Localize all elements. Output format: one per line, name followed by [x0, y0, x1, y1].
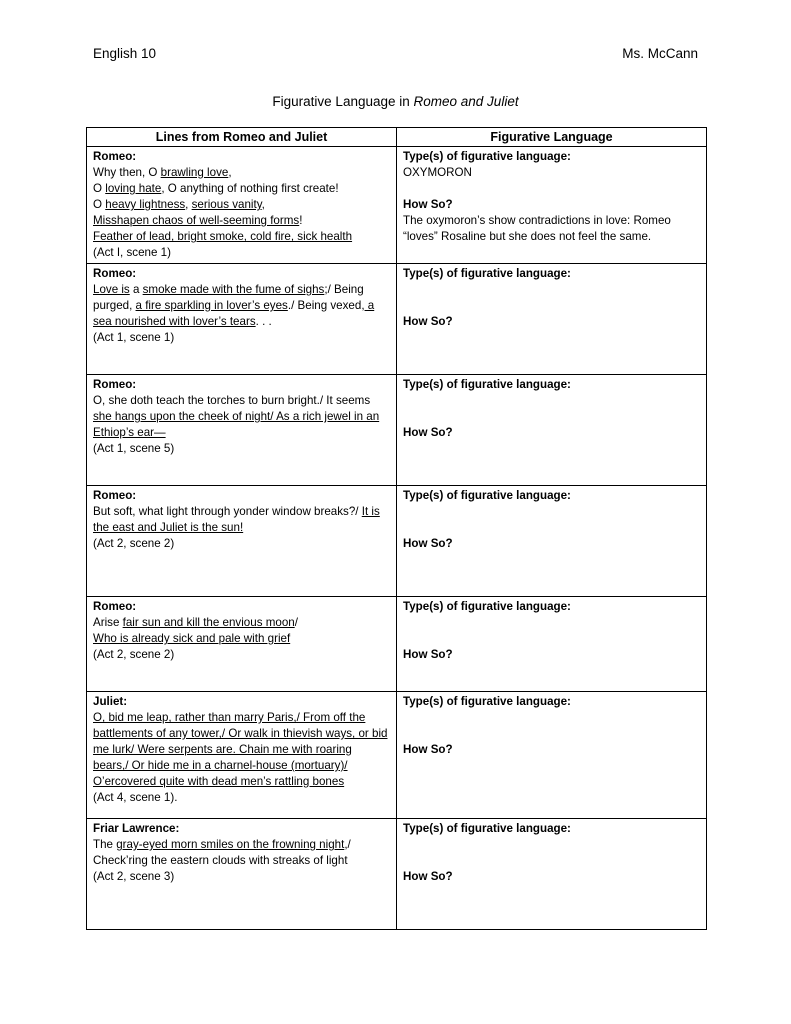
lines-cell — [87, 597, 397, 692]
quote-text: The gray-eyed morn smiles on the frowning night,/ Check’ring the eastern clouds with streaks of light — [93, 838, 351, 867]
table-row — [87, 819, 707, 930]
header-course: English 10 — [93, 46, 157, 61]
howso-label: How So? — [403, 743, 453, 756]
quote-text: Arise fair sun and kill the envious moon/ Who is already sick and pale with grief — [93, 616, 298, 645]
analysis-cell — [397, 597, 707, 692]
table-row — [87, 375, 707, 486]
speaker: Romeo: — [93, 267, 137, 280]
quote-text: Why then, O brawling love, O loving hate, O anything of nothing first create! O heavy lightness, serious vanity, Misshapen chaos of well-seeming forms! Feather of lead, bright smoke, cold fire, sick health — [93, 166, 353, 243]
speaker: Romeo: — [93, 600, 137, 613]
table-row — [87, 264, 707, 375]
page-title — [0, 94, 791, 109]
col2-header: Figurative Language — [397, 128, 707, 147]
worksheet-table — [86, 127, 707, 930]
table-row — [87, 486, 707, 597]
howso-label: How So? — [403, 198, 453, 211]
analysis-cell — [397, 264, 707, 375]
title-emphasis: Romeo and Juliet — [413, 94, 519, 109]
analysis-cell — [397, 819, 707, 930]
quote-text: O, she doth teach the torches to burn bright./ It seems she hangs upon the cheek of night/ As a rich jewel in an Ethiop’s ear— — [93, 394, 380, 439]
speaker: Romeo: — [93, 489, 137, 502]
table-header-row — [87, 128, 707, 147]
citation: (Act 2, scene 2) — [93, 537, 175, 550]
citation: (Act 1, scene 1) — [93, 331, 175, 344]
speaker: Friar Lawrence: — [93, 822, 180, 835]
type-label: Type(s) of figurative language: — [403, 600, 571, 613]
analysis-cell — [397, 486, 707, 597]
header-teacher: Ms. McCann — [622, 46, 698, 61]
howso-label: How So? — [403, 537, 453, 550]
speaker: Romeo: — [93, 150, 137, 163]
howso-label: How So? — [403, 426, 453, 439]
table-row — [87, 597, 707, 692]
lines-cell — [87, 147, 397, 264]
citation: (Act 4, scene 1). — [93, 791, 178, 804]
citation: (Act 2, scene 2) — [93, 648, 175, 661]
col1-header: Lines from Romeo and Juliet — [87, 128, 397, 147]
speaker: Romeo: — [93, 378, 137, 391]
type-label: Type(s) of figurative language: — [403, 695, 571, 708]
type-answer: OXYMORON — [403, 166, 472, 179]
analysis-cell — [397, 692, 707, 819]
analysis-cell — [397, 147, 707, 264]
howso-answer: The oxymoron’s show contradictions in love: Romeo “loves” Rosaline but she does not feel the same. — [403, 214, 671, 243]
table-row — [87, 692, 707, 819]
howso-label: How So? — [403, 648, 453, 661]
speaker: Juliet: — [93, 695, 128, 708]
type-label: Type(s) of figurative language: — [403, 378, 571, 391]
analysis-cell — [397, 375, 707, 486]
howso-label: How So? — [403, 870, 453, 883]
table-row — [87, 147, 707, 264]
lines-cell — [87, 264, 397, 375]
lines-cell — [87, 692, 397, 819]
title-text: Figurative Language in — [272, 94, 414, 109]
type-label: Type(s) of figurative language: — [403, 150, 571, 163]
citation: (Act I, scene 1) — [93, 246, 171, 259]
citation: (Act 1, scene 5) — [93, 442, 175, 455]
lines-cell — [87, 375, 397, 486]
quote-text: But soft, what light through yonder window breaks?/ It is the east and Juliet is the sun! — [93, 505, 380, 534]
quote-text: Love is a smoke made with the fume of sighs;/ Being purged, a fire sparkling in lover’s eyes./ Being vexed, a sea nourished with lover’s tears. . . — [93, 283, 375, 328]
type-label: Type(s) of figurative language: — [403, 267, 571, 280]
type-label: Type(s) of figurative language: — [403, 489, 571, 502]
lines-cell — [87, 486, 397, 597]
quote-text: O, bid me leap, rather than marry Paris,/ From off the battlements of any tower,/ Or walk in thievish ways, or bid me lurk/ Were serpents are. Chain me with roaring bears,/ Or hide me in a charnel-house (mortuary)/ O’ercovered quite with dead men’s rattling bones — [93, 711, 388, 788]
lines-cell — [87, 819, 397, 930]
citation: (Act 2, scene 3) — [93, 870, 175, 883]
howso-label: How So? — [403, 315, 453, 328]
type-label: Type(s) of figurative language: — [403, 822, 571, 835]
